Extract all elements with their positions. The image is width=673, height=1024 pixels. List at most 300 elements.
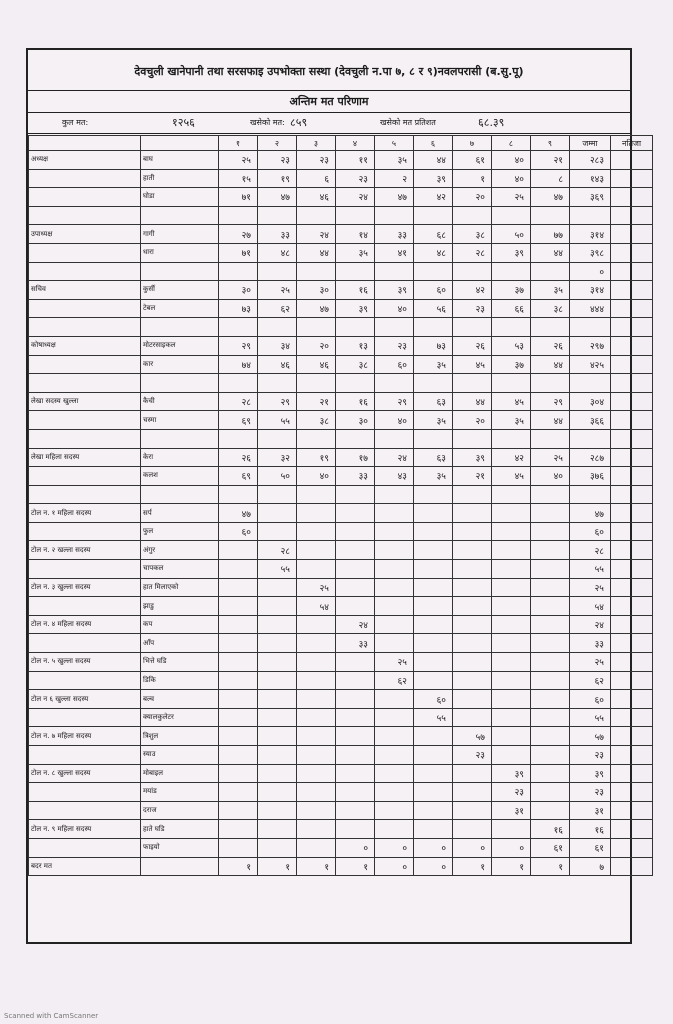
ward-vote-cell bbox=[492, 429, 531, 448]
ward-vote-cell bbox=[297, 262, 336, 281]
total-cell: ५५ bbox=[570, 708, 611, 727]
post-cell bbox=[29, 801, 141, 820]
ward-vote-cell: ४२ bbox=[492, 448, 531, 467]
result-cell bbox=[611, 299, 653, 318]
ward-vote-cell: १ bbox=[453, 857, 492, 876]
ward-vote-cell bbox=[375, 820, 414, 839]
ward-vote-cell bbox=[297, 206, 336, 225]
ward-vote-cell bbox=[531, 374, 570, 393]
ward-vote-cell bbox=[492, 671, 531, 690]
post-cell bbox=[29, 374, 141, 393]
column-header: ९ bbox=[531, 136, 570, 151]
ward-vote-cell: ४० bbox=[375, 299, 414, 318]
ward-vote-cell bbox=[336, 783, 375, 802]
cast-percent-value: ६८.३९ bbox=[478, 116, 505, 129]
table-row bbox=[29, 485, 653, 504]
total-cell: ५५ bbox=[570, 560, 611, 579]
ward-vote-cell: ४४ bbox=[531, 411, 570, 430]
result-cell bbox=[611, 281, 653, 300]
total-votes-value: १२५६ bbox=[172, 116, 195, 129]
ward-vote-cell bbox=[258, 653, 297, 672]
ward-vote-cell: २३ bbox=[453, 746, 492, 765]
ward-vote-cell bbox=[375, 374, 414, 393]
ward-vote-cell bbox=[453, 597, 492, 616]
ward-vote-cell: १३ bbox=[336, 336, 375, 355]
symbol-cell: स्याउ bbox=[141, 746, 219, 765]
symbol-cell: कलश bbox=[141, 467, 219, 486]
ward-vote-cell bbox=[375, 560, 414, 579]
symbol-cell: धारा bbox=[141, 243, 219, 262]
ward-vote-cell bbox=[219, 597, 258, 616]
result-cell bbox=[611, 318, 653, 337]
ward-vote-cell: ० bbox=[414, 857, 453, 876]
ward-vote-cell bbox=[453, 671, 492, 690]
ward-vote-cell bbox=[219, 262, 258, 281]
table-row bbox=[29, 467, 653, 486]
ward-vote-cell bbox=[258, 690, 297, 709]
ward-vote-cell bbox=[453, 653, 492, 672]
ward-vote-cell bbox=[336, 708, 375, 727]
ward-vote-cell: २४ bbox=[375, 448, 414, 467]
result-cell bbox=[611, 653, 653, 672]
ward-vote-cell bbox=[414, 429, 453, 448]
ward-vote-cell: १६ bbox=[336, 392, 375, 411]
ward-vote-cell bbox=[219, 727, 258, 746]
ward-vote-cell bbox=[414, 597, 453, 616]
post-cell bbox=[29, 838, 141, 857]
table-row bbox=[29, 764, 653, 783]
results-table bbox=[28, 135, 653, 876]
symbol-cell: कार bbox=[141, 355, 219, 374]
result-cell bbox=[611, 522, 653, 541]
post-cell bbox=[29, 671, 141, 690]
table-row bbox=[29, 299, 653, 318]
total-cell: ६० bbox=[570, 690, 611, 709]
ward-vote-cell: ३५ bbox=[492, 411, 531, 430]
symbol-cell: भित्ते घडि bbox=[141, 653, 219, 672]
ward-vote-cell: ४२ bbox=[414, 188, 453, 207]
symbol-cell bbox=[141, 262, 219, 281]
total-cell: ४७ bbox=[570, 504, 611, 523]
post-cell bbox=[29, 429, 141, 448]
ward-vote-cell: ६१ bbox=[531, 838, 570, 857]
result-cell bbox=[611, 615, 653, 634]
ward-vote-cell: ३८ bbox=[336, 355, 375, 374]
ward-vote-cell bbox=[414, 485, 453, 504]
total-votes-label: कुल मत: bbox=[62, 118, 89, 127]
ward-vote-cell bbox=[375, 801, 414, 820]
ward-vote-cell: २४ bbox=[297, 225, 336, 244]
ward-vote-cell: २० bbox=[453, 411, 492, 430]
result-cell bbox=[611, 560, 653, 579]
ward-vote-cell bbox=[531, 262, 570, 281]
column-header: ६ bbox=[414, 136, 453, 151]
ward-vote-cell bbox=[414, 653, 453, 672]
ward-vote-cell bbox=[531, 708, 570, 727]
table-row bbox=[29, 708, 653, 727]
post-cell: अध्यक्ष bbox=[29, 151, 141, 170]
ward-vote-cell bbox=[258, 485, 297, 504]
organization-title: देवचुली खानेपानी तथा सरसफाइ उपभोक्ता सस्था (देवचुली न.पा ७, ८ र ९)नवलपरासी (ब.सु.पू) bbox=[28, 54, 630, 91]
ward-vote-cell bbox=[414, 801, 453, 820]
table-row bbox=[29, 783, 653, 802]
ward-vote-cell: ५४ bbox=[297, 597, 336, 616]
result-cell bbox=[611, 411, 653, 430]
ward-vote-cell: ४४ bbox=[414, 151, 453, 170]
symbol-cell bbox=[141, 429, 219, 448]
column-header: जम्मा bbox=[570, 136, 611, 151]
ward-vote-cell: ४७ bbox=[297, 299, 336, 318]
total-cell: ५७ bbox=[570, 727, 611, 746]
total-cell: १६ bbox=[570, 820, 611, 839]
ward-vote-cell: ३८ bbox=[531, 299, 570, 318]
symbol-cell bbox=[141, 206, 219, 225]
ward-vote-cell: ६० bbox=[219, 522, 258, 541]
ward-vote-cell bbox=[453, 615, 492, 634]
ward-vote-cell bbox=[531, 634, 570, 653]
ward-vote-cell bbox=[453, 764, 492, 783]
ward-vote-cell: ६० bbox=[414, 690, 453, 709]
table-row bbox=[29, 243, 653, 262]
table-row bbox=[29, 206, 653, 225]
ward-vote-cell bbox=[336, 764, 375, 783]
ward-vote-cell bbox=[219, 671, 258, 690]
ward-vote-cell bbox=[453, 578, 492, 597]
ward-vote-cell: १ bbox=[258, 857, 297, 876]
post-cell bbox=[29, 634, 141, 653]
ward-vote-cell bbox=[297, 615, 336, 634]
ward-vote-cell: २७ bbox=[219, 225, 258, 244]
ward-vote-cell: ६९ bbox=[219, 411, 258, 430]
cast-votes-label: खसेको मत: bbox=[250, 118, 285, 127]
ward-vote-cell bbox=[258, 783, 297, 802]
ward-vote-cell bbox=[336, 560, 375, 579]
post-cell bbox=[29, 188, 141, 207]
total-cell: ५४ bbox=[570, 597, 611, 616]
ward-vote-cell bbox=[492, 522, 531, 541]
ward-vote-cell bbox=[414, 820, 453, 839]
post-cell: टोल न ६ खुल्ला सदस्य bbox=[29, 690, 141, 709]
ward-vote-cell bbox=[492, 206, 531, 225]
ward-vote-cell: ३९ bbox=[375, 281, 414, 300]
ward-vote-cell bbox=[453, 318, 492, 337]
ward-vote-cell bbox=[375, 522, 414, 541]
ward-vote-cell bbox=[492, 504, 531, 523]
table-row bbox=[29, 336, 653, 355]
total-cell: ७ bbox=[570, 857, 611, 876]
column-header: २ bbox=[258, 136, 297, 151]
ward-vote-cell bbox=[219, 764, 258, 783]
ward-vote-cell bbox=[297, 764, 336, 783]
ward-vote-cell bbox=[375, 690, 414, 709]
ward-vote-cell bbox=[375, 764, 414, 783]
total-cell: २५ bbox=[570, 578, 611, 597]
ward-vote-cell: ४४ bbox=[297, 243, 336, 262]
table-row bbox=[29, 281, 653, 300]
ward-vote-cell bbox=[219, 560, 258, 579]
ward-vote-cell bbox=[531, 801, 570, 820]
symbol-cell: अंगुर bbox=[141, 541, 219, 560]
ward-vote-cell bbox=[336, 429, 375, 448]
total-cell: २३ bbox=[570, 783, 611, 802]
post-cell bbox=[29, 467, 141, 486]
table-row bbox=[29, 727, 653, 746]
ward-vote-cell bbox=[453, 262, 492, 281]
post-cell bbox=[29, 708, 141, 727]
ward-vote-cell bbox=[258, 615, 297, 634]
ward-vote-cell bbox=[492, 634, 531, 653]
ward-vote-cell bbox=[453, 504, 492, 523]
ward-vote-cell: २५ bbox=[297, 578, 336, 597]
table-row bbox=[29, 151, 653, 170]
total-cell: ३९ bbox=[570, 764, 611, 783]
table-row bbox=[29, 392, 653, 411]
post-cell bbox=[29, 560, 141, 579]
post-cell bbox=[29, 355, 141, 374]
ward-vote-cell: २१ bbox=[297, 392, 336, 411]
table-row bbox=[29, 690, 653, 709]
ward-vote-cell bbox=[297, 838, 336, 857]
ward-vote-cell: ४५ bbox=[492, 467, 531, 486]
total-cell: ४२५ bbox=[570, 355, 611, 374]
ward-vote-cell bbox=[414, 671, 453, 690]
ward-vote-cell: २८ bbox=[219, 392, 258, 411]
ward-vote-cell: ४७ bbox=[375, 188, 414, 207]
ward-vote-cell: १ bbox=[492, 857, 531, 876]
ward-vote-cell: ३० bbox=[336, 411, 375, 430]
result-cell bbox=[611, 429, 653, 448]
table-row bbox=[29, 820, 653, 839]
ward-vote-cell: ३५ bbox=[414, 467, 453, 486]
total-cell: ३०४ bbox=[570, 392, 611, 411]
total-cell: ३९८ bbox=[570, 243, 611, 262]
ward-vote-cell bbox=[336, 374, 375, 393]
ward-vote-cell: २९ bbox=[258, 392, 297, 411]
result-cell bbox=[611, 578, 653, 597]
ward-vote-cell: २३ bbox=[453, 299, 492, 318]
ward-vote-cell: ४८ bbox=[258, 243, 297, 262]
ward-vote-cell: ११ bbox=[336, 151, 375, 170]
ward-vote-cell bbox=[453, 541, 492, 560]
post-cell: टोल न. ४ महिला सदस्य bbox=[29, 615, 141, 634]
ward-vote-cell bbox=[531, 522, 570, 541]
ward-vote-cell bbox=[492, 374, 531, 393]
ward-vote-cell bbox=[219, 206, 258, 225]
post-cell bbox=[29, 243, 141, 262]
symbol-cell: आँप bbox=[141, 634, 219, 653]
symbol-cell: बाघ bbox=[141, 151, 219, 170]
symbol-cell: डिकि bbox=[141, 671, 219, 690]
total-cell bbox=[570, 318, 611, 337]
ward-vote-cell: ३५ bbox=[531, 281, 570, 300]
ward-vote-cell: २९ bbox=[531, 392, 570, 411]
ward-vote-cell bbox=[531, 485, 570, 504]
ward-vote-cell bbox=[375, 541, 414, 560]
ward-vote-cell: ६३ bbox=[414, 448, 453, 467]
result-cell bbox=[611, 392, 653, 411]
ward-vote-cell bbox=[453, 206, 492, 225]
ward-vote-cell bbox=[375, 727, 414, 746]
total-cell: १४३ bbox=[570, 169, 611, 188]
ward-vote-cell bbox=[453, 485, 492, 504]
ward-vote-cell: ३९ bbox=[492, 764, 531, 783]
table-row bbox=[29, 522, 653, 541]
ward-vote-cell bbox=[414, 206, 453, 225]
column-header bbox=[141, 136, 219, 151]
ward-vote-cell bbox=[297, 746, 336, 765]
post-cell bbox=[29, 169, 141, 188]
ward-vote-cell bbox=[219, 838, 258, 857]
ward-vote-cell: ० bbox=[414, 838, 453, 857]
ward-vote-cell: १७ bbox=[336, 448, 375, 467]
ward-vote-cell bbox=[414, 374, 453, 393]
table-row bbox=[29, 374, 653, 393]
ward-vote-cell bbox=[492, 653, 531, 672]
table-row bbox=[29, 504, 653, 523]
ward-vote-cell: २५ bbox=[531, 448, 570, 467]
total-cell: ६० bbox=[570, 522, 611, 541]
table-row bbox=[29, 634, 653, 653]
ward-vote-cell: १ bbox=[531, 857, 570, 876]
table-row bbox=[29, 429, 653, 448]
ward-vote-cell: ६६ bbox=[492, 299, 531, 318]
result-cell bbox=[611, 857, 653, 876]
ward-vote-cell bbox=[531, 429, 570, 448]
symbol-cell: चापकल bbox=[141, 560, 219, 579]
table-header-row bbox=[29, 136, 653, 151]
ward-vote-cell: ६२ bbox=[258, 299, 297, 318]
ward-vote-cell bbox=[219, 653, 258, 672]
total-cell: २५ bbox=[570, 653, 611, 672]
ward-vote-cell: १९ bbox=[258, 169, 297, 188]
total-cell: २४ bbox=[570, 615, 611, 634]
total-cell: २८३ bbox=[570, 151, 611, 170]
result-cell bbox=[611, 708, 653, 727]
ballot-result-sheet bbox=[26, 48, 642, 944]
post-cell: बदर मत bbox=[29, 857, 141, 876]
ward-vote-cell bbox=[531, 318, 570, 337]
ward-vote-cell: १५ bbox=[219, 169, 258, 188]
ward-vote-cell: १६ bbox=[531, 820, 570, 839]
ward-vote-cell: ६२ bbox=[375, 671, 414, 690]
ward-vote-cell bbox=[492, 820, 531, 839]
ward-vote-cell: ६ bbox=[297, 169, 336, 188]
ward-vote-cell bbox=[219, 578, 258, 597]
ward-vote-cell: ३५ bbox=[336, 243, 375, 262]
ward-vote-cell: २८ bbox=[258, 541, 297, 560]
ward-vote-cell: ३५ bbox=[414, 355, 453, 374]
total-cell: २३ bbox=[570, 746, 611, 765]
ward-vote-cell: २१ bbox=[453, 467, 492, 486]
result-cell bbox=[611, 448, 653, 467]
ward-vote-cell bbox=[258, 634, 297, 653]
ward-vote-cell: २१ bbox=[531, 151, 570, 170]
post-cell bbox=[29, 522, 141, 541]
ward-vote-cell bbox=[531, 671, 570, 690]
ward-vote-cell: ३० bbox=[297, 281, 336, 300]
ward-vote-cell bbox=[531, 764, 570, 783]
table-row bbox=[29, 541, 653, 560]
symbol-cell: हात मिलाएको bbox=[141, 578, 219, 597]
ward-vote-cell: ३१ bbox=[492, 801, 531, 820]
ward-vote-cell bbox=[375, 578, 414, 597]
result-cell bbox=[611, 262, 653, 281]
ward-vote-cell bbox=[219, 708, 258, 727]
ward-vote-cell bbox=[258, 522, 297, 541]
ward-vote-cell bbox=[414, 764, 453, 783]
table-row bbox=[29, 188, 653, 207]
ward-vote-cell bbox=[453, 801, 492, 820]
ward-vote-cell bbox=[258, 727, 297, 746]
symbol-cell: सर्प bbox=[141, 504, 219, 523]
ward-vote-cell bbox=[492, 615, 531, 634]
ward-vote-cell: ६८ bbox=[414, 225, 453, 244]
symbol-cell: दराज bbox=[141, 801, 219, 820]
ward-vote-cell bbox=[336, 578, 375, 597]
ward-vote-cell: ५६ bbox=[414, 299, 453, 318]
ward-vote-cell bbox=[336, 504, 375, 523]
result-cell bbox=[611, 485, 653, 504]
ward-vote-cell bbox=[375, 597, 414, 616]
table-row bbox=[29, 411, 653, 430]
ward-vote-cell: ३७ bbox=[492, 281, 531, 300]
total-cell: ६२ bbox=[570, 671, 611, 690]
ward-vote-cell bbox=[414, 522, 453, 541]
ward-vote-cell bbox=[531, 727, 570, 746]
ward-vote-cell bbox=[531, 746, 570, 765]
ward-vote-cell: ३३ bbox=[336, 634, 375, 653]
symbol-cell: गागी bbox=[141, 225, 219, 244]
total-cell: २९७ bbox=[570, 336, 611, 355]
scanner-watermark: Scanned with CamScanner bbox=[4, 1012, 99, 1020]
post-cell: टोल न. १ महिला सदस्य bbox=[29, 504, 141, 523]
ward-vote-cell: २५ bbox=[258, 281, 297, 300]
total-cell: ६१ bbox=[570, 838, 611, 857]
ward-vote-cell bbox=[258, 838, 297, 857]
ward-vote-cell bbox=[375, 783, 414, 802]
result-cell bbox=[611, 541, 653, 560]
result-cell bbox=[611, 764, 653, 783]
ward-vote-cell bbox=[414, 615, 453, 634]
table-row bbox=[29, 801, 653, 820]
symbol-cell: हाते घडि bbox=[141, 820, 219, 839]
ward-vote-cell: ७१ bbox=[219, 243, 258, 262]
ward-vote-cell bbox=[336, 653, 375, 672]
ward-vote-cell bbox=[297, 708, 336, 727]
result-cell bbox=[611, 188, 653, 207]
ward-vote-cell: ४० bbox=[297, 467, 336, 486]
ward-vote-cell bbox=[414, 262, 453, 281]
result-cell bbox=[611, 243, 653, 262]
ward-vote-cell bbox=[414, 783, 453, 802]
ward-vote-cell bbox=[297, 522, 336, 541]
ward-vote-cell bbox=[414, 504, 453, 523]
ward-vote-cell: ३९ bbox=[414, 169, 453, 188]
ward-vote-cell bbox=[375, 708, 414, 727]
post-cell: टोल न. २ खल्ला सदस्य bbox=[29, 541, 141, 560]
symbol-cell: कैची bbox=[141, 392, 219, 411]
ward-vote-cell: २५ bbox=[492, 188, 531, 207]
ward-vote-cell: २९ bbox=[219, 336, 258, 355]
post-cell: टोल न. ९ महिला सदस्य bbox=[29, 820, 141, 839]
ward-vote-cell: ४७ bbox=[258, 188, 297, 207]
ward-vote-cell bbox=[492, 541, 531, 560]
ward-vote-cell: ७३ bbox=[414, 336, 453, 355]
ward-vote-cell bbox=[336, 206, 375, 225]
ward-vote-cell: २४ bbox=[336, 188, 375, 207]
post-cell: कोषाध्यक्ष bbox=[29, 336, 141, 355]
ward-vote-cell bbox=[219, 374, 258, 393]
